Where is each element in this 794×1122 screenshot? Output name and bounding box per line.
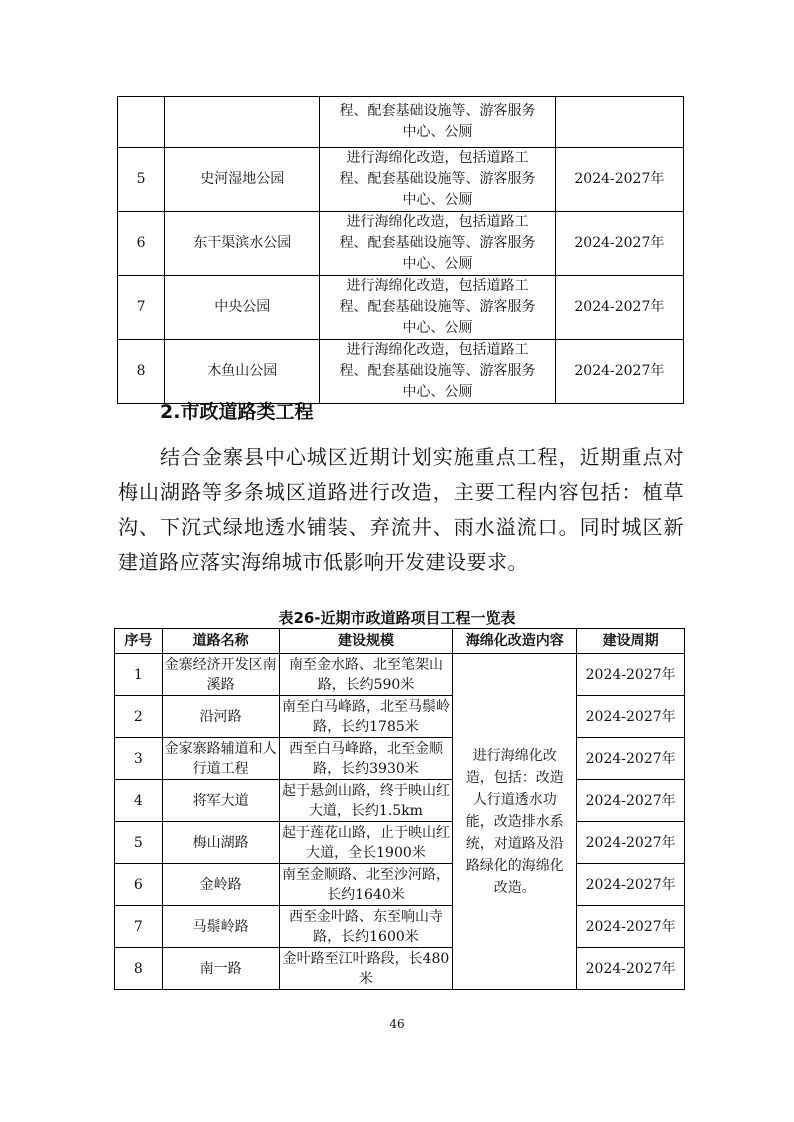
column-header-sponge-content: 海绵化改造内容: [453, 629, 577, 654]
park-name: 史河湿地公园: [165, 148, 320, 212]
table-row: [115, 738, 685, 780]
project-description: [320, 340, 555, 404]
row-number: 8: [118, 340, 165, 404]
row-number: 8: [115, 948, 163, 990]
body-paragraph: 结合金寨县中心城区近期计划实施重点工程，近期重点对梅山湖路等多条城区道路进行改造，主要工程内容包括：植草沟、下沉式绿地透水铺装、弃流井、雨水溢流口。同时城区新建道路应落实海绵城市低影响开发建设要求。: [118, 445, 684, 574]
construction-scale: 西至白马峰路，北至金顺路，长约3930米: [279, 738, 453, 780]
description-line: 程、配套基础设施等、游客服务: [339, 363, 536, 379]
road-name: 梅山湖路: [162, 822, 279, 864]
row-number: 3: [115, 738, 163, 780]
construction-scale: 南至白马峰路，北至马鬃岭路，长约1785米: [279, 696, 453, 738]
road-projects-table: [114, 628, 685, 990]
construction-period: 2024-2027年: [577, 696, 685, 738]
road-name: 将军大道: [162, 780, 279, 822]
table-row: [115, 780, 685, 822]
construction-scale: 南至金顺路、北至沙河路，长约1640米: [279, 864, 453, 906]
table-header-row: [115, 629, 685, 654]
description-line: 进行海绵化改造，包括道路工: [346, 278, 529, 294]
row-number: 4: [115, 780, 163, 822]
construction-scale: 西至金叶路、东至响山寺路，长约1600米: [279, 906, 453, 948]
column-header-period: 建设周期: [577, 629, 685, 654]
table-row: [115, 948, 685, 990]
construction-period: 2024-2027年: [555, 212, 683, 276]
row-number: 6: [115, 864, 163, 906]
table-row: [118, 340, 684, 404]
column-header-scale: 建设规模: [279, 629, 453, 654]
row-number: 7: [118, 276, 165, 340]
row-number: 5: [118, 148, 165, 212]
construction-period: 2024-2027年: [577, 738, 685, 780]
description-line: 中心、公厕: [402, 320, 473, 336]
project-description: [320, 212, 555, 276]
row-number: 7: [115, 906, 163, 948]
page-number: 46: [389, 1017, 405, 1031]
construction-scale: 金叶路至江叶路段，长480米: [279, 948, 453, 990]
construction-scale: 起于莲花山路，止于映山红大道，全长1900米: [279, 822, 453, 864]
row-number: 2: [115, 696, 163, 738]
road-name: 南一路: [162, 948, 279, 990]
construction-period: 2024-2027年: [555, 148, 683, 212]
table-caption: 表26-近期市政道路项目工程一览表: [278, 609, 516, 627]
construction-scale: 起于悬剑山路，终于映山红大道，长约1.5km: [279, 780, 453, 822]
construction-period: 2024-2027年: [555, 340, 683, 404]
project-description: [320, 276, 555, 340]
column-header-road-name: 道路名称: [162, 629, 279, 654]
park-name: 中央公园: [165, 276, 320, 340]
description-line: 程、配套基础设施等、游客服务: [339, 299, 536, 315]
table-row: [115, 822, 685, 864]
description-line: 中心、公厕: [402, 256, 473, 272]
construction-scale: 南至金水路、北至笔架山路，长约590米: [279, 654, 453, 696]
table-row: [115, 906, 685, 948]
description-line: 程、配套基础设施等、游客服务: [339, 171, 536, 187]
road-name: 金家寨路辅道和人行道工程: [162, 738, 279, 780]
description-line: 中心、公厕: [402, 384, 473, 400]
description-line: 中心、公厕: [402, 192, 473, 208]
road-name: 金岭路: [162, 864, 279, 906]
description-line: 进行海绵化改造，包括道路工: [346, 214, 529, 230]
description-line: 进行海绵化改造，包括道路工: [346, 150, 529, 166]
road-name: 沿河路: [162, 696, 279, 738]
table-row: [118, 276, 684, 340]
construction-period: 2024-2027年: [577, 864, 685, 906]
description-line: 程、配套基础设施等、游客服务: [339, 103, 536, 119]
road-name: 马鬃岭路: [162, 906, 279, 948]
project-description: [320, 97, 555, 148]
construction-period: 2024-2027年: [577, 948, 685, 990]
row-number: 1: [115, 654, 163, 696]
construction-period: 2024-2027年: [577, 780, 685, 822]
column-header-number: 序号: [115, 629, 163, 654]
road-name: 金寨经济开发区南溪路: [162, 654, 279, 696]
description-line: 程、配套基础设施等、游客服务: [339, 235, 536, 251]
construction-period: 2024-2027年: [577, 906, 685, 948]
project-description: [320, 148, 555, 212]
table-row: [118, 212, 684, 276]
construction-period: 2024-2027年: [577, 822, 685, 864]
row-number: [118, 97, 165, 148]
row-number: 5: [115, 822, 163, 864]
row-number: 6: [118, 212, 165, 276]
construction-period: [555, 97, 683, 148]
table-row: [115, 654, 685, 696]
park-name: 东干渠滨水公园: [165, 212, 320, 276]
table-row: [118, 148, 684, 212]
description-line: 进行海绵化改造，包括道路工: [346, 342, 529, 358]
sponge-renovation-content: 进行海绵化改造，包括：改造人行道透水功能，改造排水系统，对道路及沿路绿化的海绵化改造。: [453, 654, 577, 990]
park-projects-table: [117, 96, 684, 404]
construction-period: 2024-2027年: [577, 654, 685, 696]
table-row: [115, 696, 685, 738]
table-row: [115, 864, 685, 906]
table-row: [118, 97, 684, 148]
construction-period: 2024-2027年: [555, 276, 683, 340]
park-name: 木鱼山公园: [165, 340, 320, 404]
section-heading: 2.市政道路类工程: [160, 401, 314, 423]
park-name: [165, 97, 320, 148]
description-line: 中心、公厕: [402, 124, 473, 140]
